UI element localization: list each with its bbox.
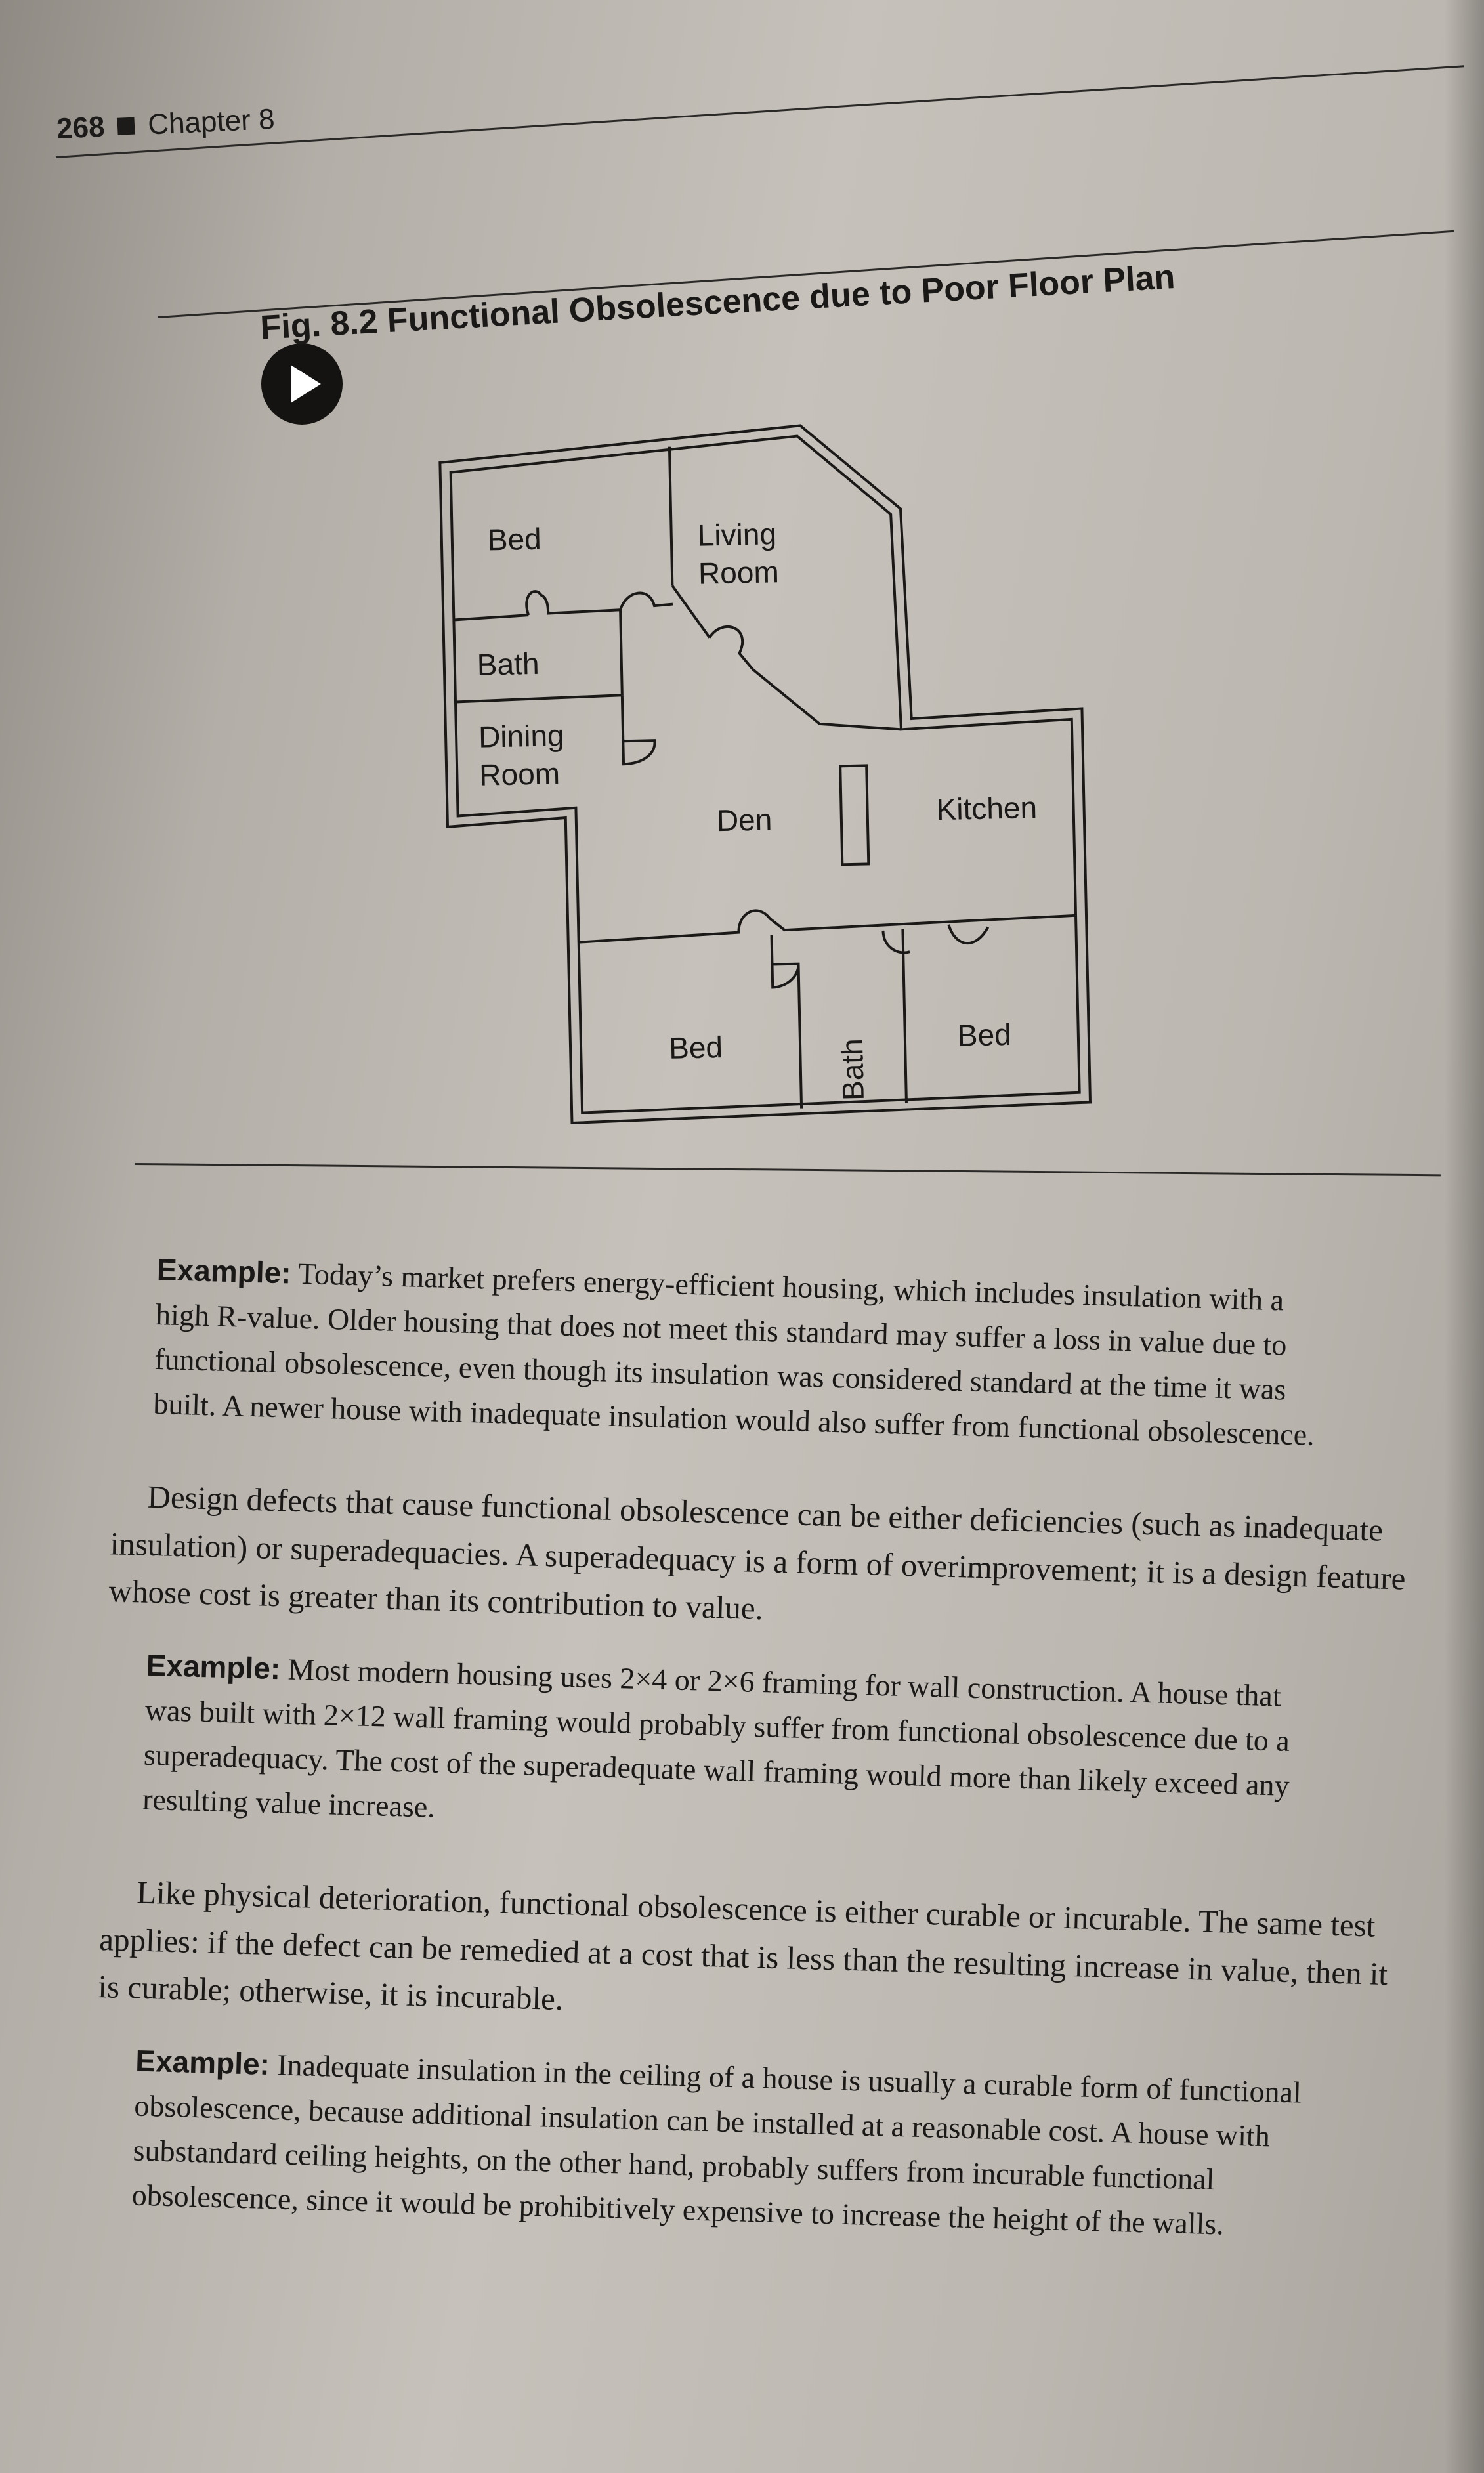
wall	[883, 930, 910, 953]
room-label-living-2: Room	[698, 555, 780, 591]
wall	[948, 924, 988, 944]
wall	[710, 624, 901, 734]
example-text: Today’s market prefers energy-efficient housing, which includes insulation with a high R-value. Older housing that does not meet this standard may suffer a loss in value due to functional obsolescence, even though its insulation was considered standard at the time it was built. A newer house with inadequate insulation would also suffer from functional obsolescence.	[152, 1256, 1315, 1452]
room-label-kitchen: Kitchen	[936, 790, 1038, 827]
wall	[798, 964, 801, 1109]
room-label-dining-1: Dining	[478, 718, 565, 754]
room-label-dining-2: Room	[478, 756, 561, 792]
body-text	[97, 1247, 1407, 2249]
example-3	[131, 2038, 1317, 2249]
wall	[620, 610, 622, 695]
room-label-bath-top: Bath	[477, 646, 540, 682]
example-text: Inadequate insulation in the ceiling of a house is usually a curable form of functional obsolescence, because additional insulation can be installed at a reasonable cost. A house with substandard ceiling heights, on the other hand, probably suffers from incurable functional obsolescence, since it would be prohibitively expensive to increase the height of the walls.	[131, 2048, 1302, 2241]
running-header	[56, 103, 276, 146]
play-triangle-icon	[259, 341, 345, 427]
room-label-den: Den	[716, 802, 773, 838]
floor-plan-diagram	[427, 394, 1116, 1135]
example-2	[142, 1643, 1328, 1854]
example-label: Example:	[156, 1252, 292, 1290]
wall	[669, 447, 672, 586]
page-edge-shadow	[1445, 0, 1484, 2473]
room-label-bed-bottom-left: Bed	[668, 1030, 723, 1065]
figure-bottom-rule	[135, 1163, 1441, 1176]
wall	[622, 694, 655, 764]
room-label-living-1: Living	[697, 517, 777, 553]
wall	[526, 589, 620, 615]
chapter-label: Chapter 8	[147, 102, 276, 141]
example-label: Example:	[135, 2043, 270, 2081]
header-square-bullet-icon	[117, 117, 135, 135]
paragraph-design-defects: Design defects that cause functional obsolescence can be either deficiencies (such as inadequate insulation) or superadequacies. A superadequacy is a form of overimprovement; it is a design feature whose cost is greater than its contribution to value.	[108, 1479, 1407, 1627]
wall	[902, 929, 906, 1103]
figure-title: Fig. 8.2 Functional Obsolescence due to Poor Floor Plan	[259, 258, 1176, 347]
room-label-bed-bottom-right: Bed	[957, 1017, 1012, 1053]
kitchen-counter	[840, 765, 868, 864]
wall	[456, 695, 622, 702]
door-arc	[620, 592, 673, 610]
room-label-bath-bottom: Bath	[834, 1038, 870, 1101]
example-1	[153, 1247, 1339, 1458]
wall	[454, 615, 528, 620]
room-label-bed-top: Bed	[487, 521, 542, 557]
example-label: Example:	[146, 1647, 281, 1686]
wall	[578, 904, 1076, 942]
wall	[772, 935, 799, 988]
paragraph-curable-incurable: Like physical deterioration, functional obsolescence is either curable or incurable. The same test applies: if the defect can be remedied at a cost that is less than the resulting increase in value, then it is curable; otherwise, it is incurable.	[97, 1874, 1388, 2018]
page-number: 268	[56, 110, 106, 145]
example-text: Most modern housing uses 2×4 or 2×6 framing for wall construction. A house that was built with 2×12 wall framing would probably suffer from functional obsolescence due to a superadequacy. The cost of the superadequate wall framing would more than likely exceed any resulting value increase.	[142, 1652, 1290, 1824]
wall	[672, 585, 710, 638]
